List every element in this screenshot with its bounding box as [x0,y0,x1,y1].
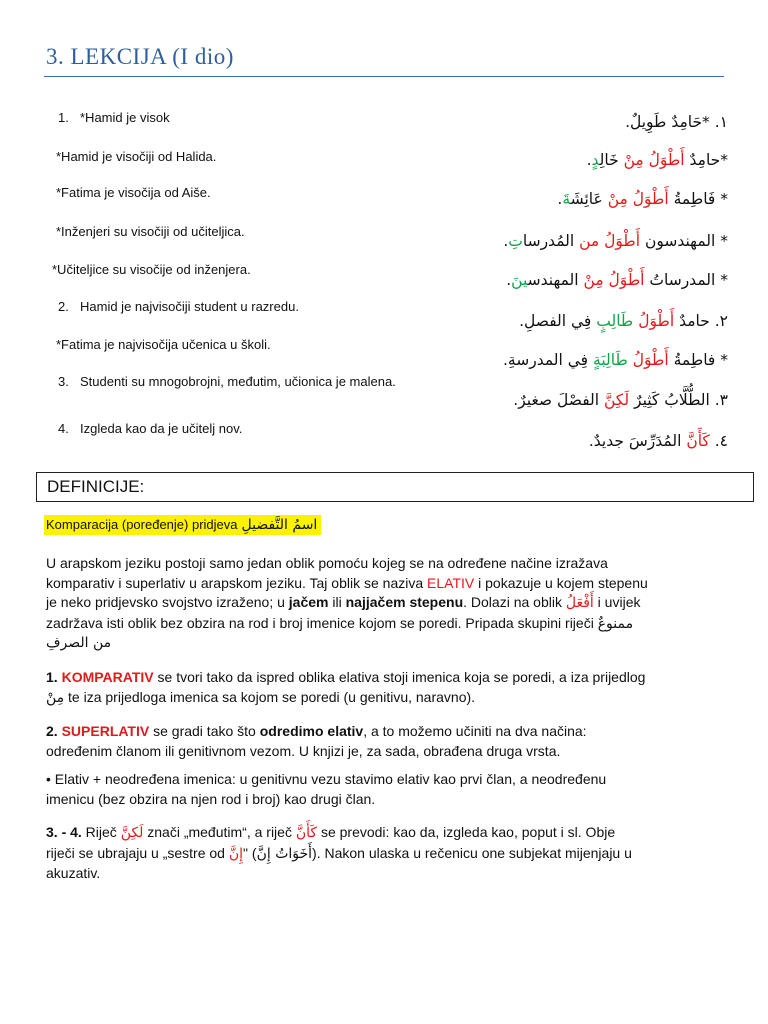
page-title: 3. LEKCIJA (I dio) [46,44,234,69]
arabic-sentence-2: ٢. حامدٌ أَطْوَلُ طَالِبٍ فِي الفصلِ. [519,312,728,330]
paragraph-superlativ: 2. SUPERLATIV se gradi tako što odredimo elativ, a to možemo učiniti na dva načina: određenim članom ili genitivnom vezom. U knjizi je, za sada, obrađena druga vrsta. [46,723,587,759]
arabic-sentence-3: ٣. الطُّلَّابُ كَثِيرٌ لَكِنَّ الفصْلَ صغيرٌ. [513,391,728,409]
definitions-title: DEFINICIJE: [47,477,145,496]
paragraph-komparativ: 1. KOMPARATIV se tvori tako da ispred oblika elativa stoji imenica koja se poredi, a iza prijedlog مِنْ te iza prijedloga imenica sa kojom se poredi (u genitivu, naravno). [46,669,646,706]
arabic-sentence-2a: * فاطِمةُ أَطْوَلُ طَالِبَةٍ فِي المدرسةِ. [502,351,728,369]
arabic-sentence-4: ٤. كَأَنَّ المُدَرِّسَ جديدٌ. [588,432,728,450]
highlighted-subtitle: Komparacija (poređenje) pridjeva اسمُ التَّفضيلِ [44,515,321,535]
arabic-sentence-1b: * فَاطِمةُ أَطْوَلُ مِنْ عَائِشَةَ. [557,190,728,208]
arabic-sentence-1: ١. *حَامِدٌ طَوِيلٌ. [625,113,728,131]
definitions-header [36,472,754,502]
arabic-sentence-1a: *حامِدٌ أَطْوَلُ مِنْ خَالِدٍ. [586,151,728,169]
arabic-sentence-1d: * المدرساتُ أَطْوَلُ مِنْ المهندسينَ. [506,271,728,289]
paragraph-bullet: • Elativ + neodređena imenica: u genitivnu vezu stavimo elativ kao prvi član, a neodređenu imenicu (bez obzira na njen rod i broj) kao drugi član. [46,771,607,807]
arabic-sentence-1c: * المهندسون أَطْوَلُ من المُدرساتِ. [503,232,728,250]
paragraph-sisters-of-inna: 3. - 4. Riječ لَكِنَّ znači „međutim“, a riječ كَأَنَّ se prevodi: kao da, izgleda kao, poput i sl. Obje riječi se ubrajaju u „sestre od إِنَّ" (أَخَوَاتُ إِنَّ). Nakon ulaska u rečenicu one subjekat mijenjaju u akuzativ. [46,824,632,881]
title-underline [44,76,724,77]
paragraph-elativ: U arapskom jeziku postoji samo jedan oblik pomoću kojeg se na određene načine izražava komparativ i superlativ u arapskom jeziku. Taj oblik se naziva ELATIV i pokazuje u kojem stepenu je neko pridjevsko svojstvo izraženo; u jačem ili najjačem stepenu. Dolazi na oblik أَفْعَلُ i uvijek zadržava isti oblik bez obzira na rod i broj imenice kojom se poredi. Pripada skupini riječi ممنوعٌ من الصرفِ [46,555,648,651]
